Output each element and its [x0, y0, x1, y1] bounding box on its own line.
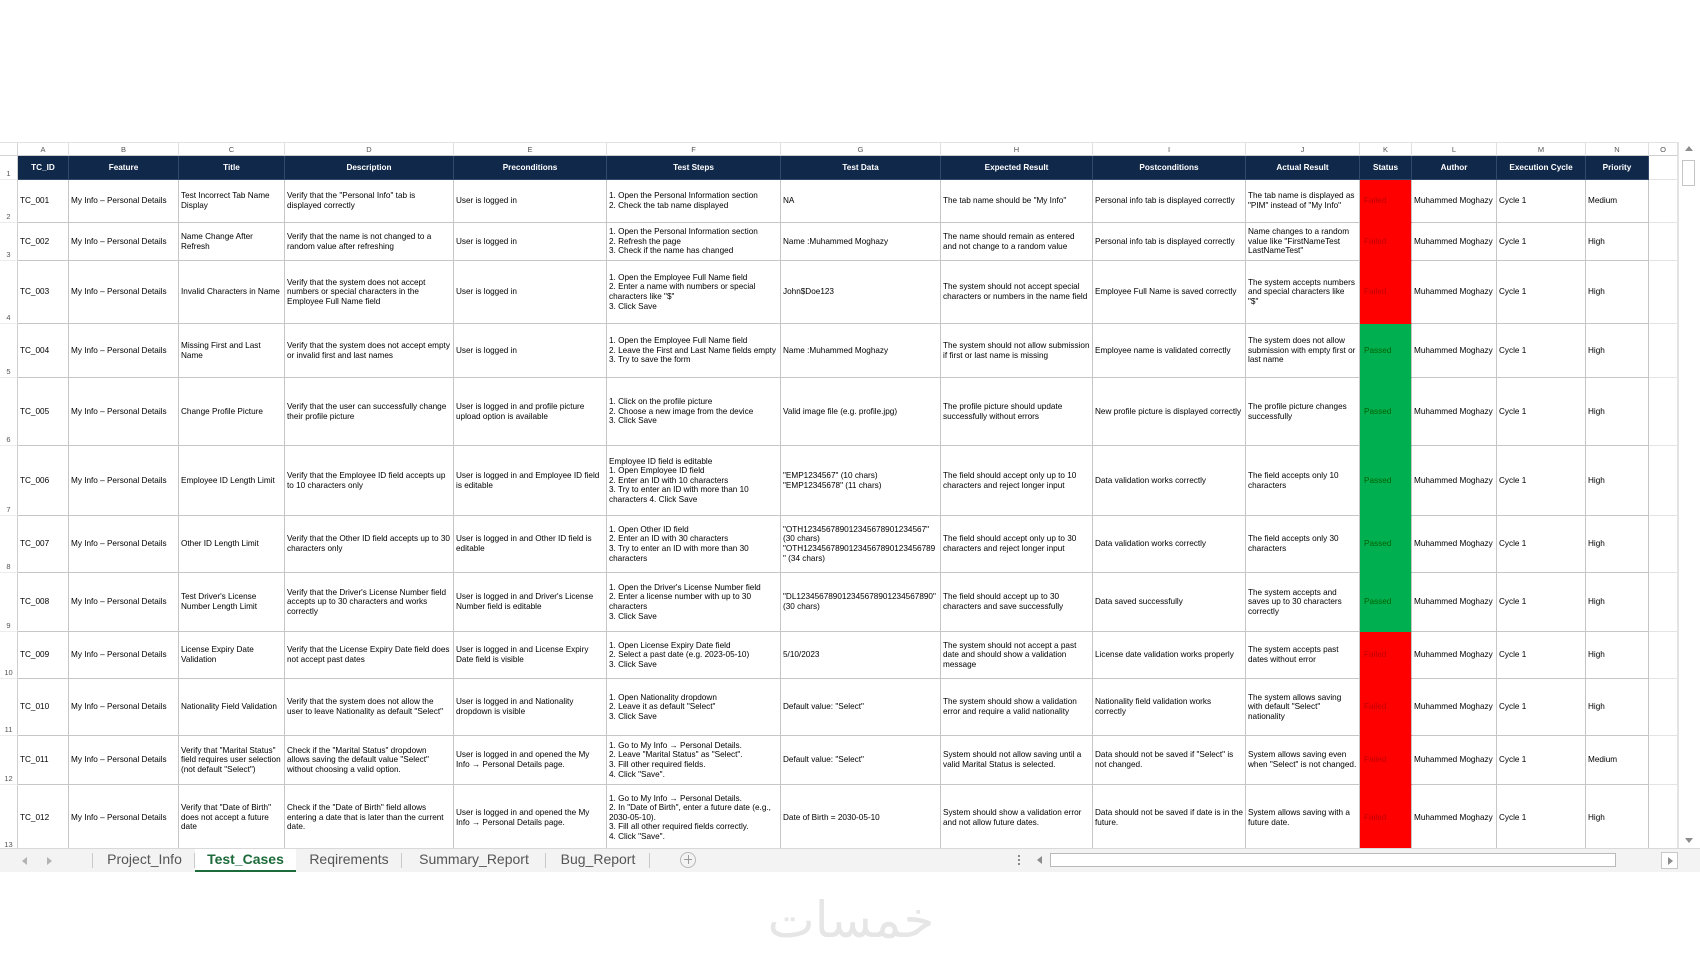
cell-author[interactable]: Muhammed Moghazy — [1412, 446, 1497, 516]
cell-actual-result[interactable]: The field accepts only 10 characters — [1246, 446, 1360, 516]
cell-description[interactable]: Verify that the system does not accept numbers or special characters in the Employee Full Name field — [285, 261, 454, 324]
cell-execution-cycle[interactable]: Cycle 1 — [1497, 324, 1586, 378]
sheet-tab-project-info[interactable]: Project_Info — [94, 849, 195, 872]
empty-cell[interactable] — [1649, 180, 1678, 223]
vertical-scrollbar[interactable] — [1678, 142, 1700, 848]
cell-priority[interactable]: High — [1586, 324, 1649, 378]
sheet-tab-bar — [0, 848, 1700, 872]
empty-cell[interactable] — [1649, 573, 1678, 632]
cell-priority[interactable]: High — [1586, 632, 1649, 679]
cell-test-data[interactable]: Date of Birth = 2030-05-10 — [781, 785, 941, 848]
column-header-m[interactable]: M — [1497, 143, 1586, 156]
select-all-corner[interactable] — [0, 143, 18, 156]
cell-expected-result[interactable]: System should not allow saving until a valid Marital Status is selected. — [941, 736, 1093, 785]
cell-test-data[interactable]: Name :Muhammed Moghazy — [781, 223, 941, 261]
cell-expected-result[interactable]: The name should remain as entered and not change to a random value — [941, 223, 1093, 261]
cell-test-steps[interactable]: Employee ID field is editable 1. Open Employee ID field 2. Enter an ID with 10 characters 3. Try to enter an ID with more than 10 characters 4. Click Save — [607, 446, 781, 516]
empty-cell[interactable] — [1649, 736, 1678, 785]
cell-test-data[interactable]: 5/10/2023 — [781, 632, 941, 679]
cell-actual-result[interactable]: The system accepts numbers and special characters like "$" — [1246, 261, 1360, 324]
cell-actual-result[interactable]: The tab name is displayed as "PIM" instead of "My Info" — [1246, 180, 1360, 223]
cell-tc-id[interactable]: TC_004 — [18, 324, 69, 378]
cell-description[interactable]: Check if the "Date of Birth" field allows entering a date that is later than the current date. — [285, 785, 454, 848]
cell-author[interactable]: Muhammed Moghazy — [1412, 378, 1497, 446]
cell-actual-result[interactable]: System allows saving even when "Select" is not changed. — [1246, 736, 1360, 785]
cell-actual-result[interactable]: Name changes to a random value like "FirstNameTest LastNameTest" — [1246, 223, 1360, 261]
cell-actual-result[interactable]: The field accepts only 30 characters — [1246, 516, 1360, 573]
cell-author[interactable]: Muhammed Moghazy — [1412, 785, 1497, 848]
column-header-g[interactable]: G — [781, 143, 941, 156]
row-number[interactable]: 8 — [0, 516, 18, 573]
cell-test-steps[interactable]: 1. Open Nationality dropdown 2. Leave it as default "Select" 3. Click Save — [607, 679, 781, 736]
cell-actual-result[interactable]: The system allows saving with default "Select" nationality — [1246, 679, 1360, 736]
cell-test-steps[interactable]: 1. Go to My Info → Personal Details. 2. In "Date of Birth", enter a future date (e.g., 2030-05-10). 3. Fill all other required fields correctly. 4. Click "Save". — [607, 785, 781, 848]
cell-postconditions[interactable]: Nationality field validation works correctly — [1093, 679, 1246, 736]
empty-cell[interactable] — [1649, 679, 1678, 736]
sheet-tab-test-cases[interactable]: Test_Cases — [195, 849, 296, 872]
cell-expected-result[interactable]: The tab name should be "My Info" — [941, 180, 1093, 223]
cell-description[interactable]: Verify that the Driver's License Number field accepts up to 30 characters and works correctly — [285, 573, 454, 632]
row-number[interactable]: 5 — [0, 324, 18, 378]
cell-preconditions[interactable]: User is logged in — [454, 180, 607, 223]
cell-execution-cycle[interactable]: Cycle 1 — [1497, 223, 1586, 261]
column-header-k[interactable]: K — [1360, 143, 1412, 156]
cell-priority[interactable]: High — [1586, 261, 1649, 324]
cell-status[interactable]: Failed — [1360, 261, 1412, 324]
column-header-e[interactable]: E — [454, 143, 607, 156]
cell-expected-result[interactable]: The field should accept only up to 10 characters and reject longer input — [941, 446, 1093, 516]
cell-title[interactable]: Change Profile Picture — [179, 378, 285, 446]
cell-feature[interactable]: My Info – Personal Details — [69, 632, 179, 679]
cell-expected-result[interactable]: The system should not allow submission if first or last name is missing — [941, 324, 1093, 378]
cell-actual-result[interactable]: The profile picture changes successfully — [1246, 378, 1360, 446]
header-cell-actual-result[interactable]: Actual Result — [1246, 156, 1360, 180]
cell-author[interactable]: Muhammed Moghazy — [1412, 679, 1497, 736]
cell-feature[interactable]: My Info – Personal Details — [69, 446, 179, 516]
cell-postconditions[interactable]: Employee Full Name is saved correctly — [1093, 261, 1246, 324]
tab-divider — [92, 853, 93, 868]
cell-execution-cycle[interactable]: Cycle 1 — [1497, 446, 1586, 516]
cell-postconditions[interactable]: Employee name is validated correctly — [1093, 324, 1246, 378]
cell-description[interactable]: Verify that the name is not changed to a random value after refreshing — [285, 223, 454, 261]
cell-author[interactable]: Muhammed Moghazy — [1412, 573, 1497, 632]
row-number[interactable]: 4 — [0, 261, 18, 324]
column-header-a[interactable]: A — [18, 143, 69, 156]
cell-tc-id[interactable]: TC_007 — [18, 516, 69, 573]
header-cell-description[interactable]: Description — [285, 156, 454, 180]
row-number[interactable]: 7 — [0, 446, 18, 516]
header-cell-execution-cycle[interactable]: Execution Cycle — [1497, 156, 1586, 180]
cell-tc-id[interactable]: TC_012 — [18, 785, 69, 848]
cell-grid — [0, 143, 1678, 848]
cell-feature[interactable]: My Info – Personal Details — [69, 516, 179, 573]
cell-test-data[interactable]: Valid image file (e.g. profile.jpg) — [781, 378, 941, 446]
cell-actual-result[interactable]: System allows saving with a future date. — [1246, 785, 1360, 848]
cell-preconditions[interactable]: User is logged in and Other ID field is editable — [454, 516, 607, 573]
cell-priority[interactable]: High — [1586, 446, 1649, 516]
cell-test-steps[interactable]: 1. Open the Employee Full Name field 2. Enter a name with numbers or special characters like "$" 3. Click Save — [607, 261, 781, 324]
empty-cell[interactable] — [1649, 378, 1678, 446]
header-cell-postconditions[interactable]: Postconditions — [1093, 156, 1246, 180]
cell-title[interactable]: Verify that "Marital Status" field requires user selection (not default "Select") — [179, 736, 285, 785]
cell-author[interactable]: Muhammed Moghazy — [1412, 180, 1497, 223]
cell-test-data[interactable]: Default value: "Select" — [781, 679, 941, 736]
cell-description[interactable]: Verify that the License Expiry Date field does not accept past dates — [285, 632, 454, 679]
cell-test-steps[interactable]: 1. Open the Employee Full Name field 2. Leave the First and Last Name fields empty 3. Try to save the form — [607, 324, 781, 378]
cell-test-steps[interactable]: 1. Go to My Info → Personal Details. 2. Leave "Marital Status" as "Select". 3. Fill other required fields. 4. Click "Save". — [607, 736, 781, 785]
cell-test-data[interactable]: NA — [781, 180, 941, 223]
cell-postconditions[interactable]: Data saved successfully — [1093, 573, 1246, 632]
cell-postconditions[interactable]: Personal info tab is displayed correctly — [1093, 223, 1246, 261]
cell-execution-cycle[interactable]: Cycle 1 — [1497, 180, 1586, 223]
empty-cell[interactable] — [1649, 261, 1678, 324]
cell-actual-result[interactable]: The system does not allow submission with empty first or last name — [1246, 324, 1360, 378]
cell-expected-result[interactable]: The field should accept only up to 30 characters and reject longer input — [941, 516, 1093, 573]
cell-feature[interactable]: My Info – Personal Details — [69, 180, 179, 223]
cell-feature[interactable]: My Info – Personal Details — [69, 785, 179, 848]
cell-expected-result[interactable]: The system should not accept special characters or numbers in the name field — [941, 261, 1093, 324]
cell-test-data[interactable]: "OTH123456789012345678901234567" (30 chars) "OTH12345678901234567890123456789" (34 chars) — [781, 516, 941, 573]
horizontal-scrollbar[interactable] — [1033, 852, 1678, 869]
cell-tc-id[interactable]: TC_009 — [18, 632, 69, 679]
chevron-left-icon[interactable] — [22, 857, 27, 865]
cell-feature[interactable]: My Info – Personal Details — [69, 261, 179, 324]
cell-test-steps[interactable]: 1. Open the Personal Information section 2. Check the tab name displayed — [607, 180, 781, 223]
cell-test-data[interactable]: "EMP1234567" (10 chars) "EMP12345678" (11 chars) — [781, 446, 941, 516]
cell-expected-result[interactable]: The field should accept up to 30 characters and save successfully — [941, 573, 1093, 632]
cell-postconditions[interactable]: Data validation works correctly — [1093, 516, 1246, 573]
cell-execution-cycle[interactable]: Cycle 1 — [1497, 261, 1586, 324]
cell-postconditions[interactable]: New profile picture is displayed correctly — [1093, 378, 1246, 446]
row-number[interactable]: 11 — [0, 679, 18, 736]
cell-title[interactable]: Missing First and Last Name — [179, 324, 285, 378]
cell-expected-result[interactable]: The system should not accept a past date and should show a validation message — [941, 632, 1093, 679]
cell-preconditions[interactable]: User is logged in — [454, 223, 607, 261]
cell-status[interactable]: Passed — [1360, 378, 1412, 446]
cell-author[interactable]: Muhammed Moghazy — [1412, 261, 1497, 324]
cell-status[interactable]: Passed — [1360, 324, 1412, 378]
cell-feature[interactable]: My Info – Personal Details — [69, 378, 179, 446]
cell-author[interactable]: Muhammed Moghazy — [1412, 516, 1497, 573]
row-number[interactable]: 12 — [0, 736, 18, 785]
column-header-j[interactable]: J — [1246, 143, 1360, 156]
cell-preconditions[interactable]: User is logged in — [454, 324, 607, 378]
cell-tc-id[interactable]: TC_006 — [18, 446, 69, 516]
cell-status[interactable]: Failed — [1360, 632, 1412, 679]
cell-description[interactable]: Verify that the Other ID field accepts up to 30 characters only — [285, 516, 454, 573]
sheet-tab-summary-report[interactable]: Summary_Report — [402, 849, 546, 872]
empty-cell[interactable] — [1649, 632, 1678, 679]
header-cell-title[interactable]: Title — [179, 156, 285, 180]
row-number[interactable]: 9 — [0, 573, 18, 632]
cell-actual-result[interactable]: The system accepts past dates without error — [1246, 632, 1360, 679]
row-number[interactable]: 6 — [0, 378, 18, 446]
cell-expected-result[interactable]: System should show a validation error and not allow future dates. — [941, 785, 1093, 848]
column-header-c[interactable]: C — [179, 143, 285, 156]
column-header-o[interactable]: O — [1649, 143, 1678, 156]
cell-priority[interactable]: High — [1586, 679, 1649, 736]
row-number[interactable]: 3 — [0, 223, 18, 261]
cell-author[interactable]: Muhammed Moghazy — [1412, 223, 1497, 261]
watermark-logo: خمسات — [767, 891, 935, 949]
column-header-b[interactable]: B — [69, 143, 179, 156]
cell-preconditions[interactable]: User is logged in and opened the My Info → Personal Details page. — [454, 736, 607, 785]
cell-priority[interactable]: Medium — [1586, 736, 1649, 785]
cell-title[interactable]: Nationality Field Validation — [179, 679, 285, 736]
cell-status[interactable]: Passed — [1360, 573, 1412, 632]
header-cell-test-data[interactable]: Test Data — [781, 156, 941, 180]
cell-status[interactable]: Failed — [1360, 223, 1412, 261]
cell-execution-cycle[interactable]: Cycle 1 — [1497, 736, 1586, 785]
cell-postconditions[interactable]: Data should not be saved if "Select" is not changed. — [1093, 736, 1246, 785]
cell-description[interactable]: Verify that the system does not allow the user to leave Nationality as default "Select" — [285, 679, 454, 736]
cell-description[interactable]: Verify that the user can successfully change their profile picture — [285, 378, 454, 446]
cell-expected-result[interactable]: The system should show a validation error and require a valid nationality — [941, 679, 1093, 736]
column-header-h[interactable]: H — [941, 143, 1093, 156]
cell-feature[interactable]: My Info – Personal Details — [69, 573, 179, 632]
cell-status[interactable]: Failed — [1360, 679, 1412, 736]
cell-tc-id[interactable]: TC_002 — [18, 223, 69, 261]
cell-title[interactable]: Test Driver's License Number Length Limit — [179, 573, 285, 632]
header-cell-author[interactable]: Author — [1412, 156, 1497, 180]
cell-priority[interactable]: High — [1586, 378, 1649, 446]
cell-postconditions[interactable]: Data validation works correctly — [1093, 446, 1246, 516]
cell-tc-id[interactable]: TC_003 — [18, 261, 69, 324]
empty-cell[interactable] — [1649, 516, 1678, 573]
row-number[interactable]: 13 — [0, 785, 18, 848]
scroll-down-icon[interactable] — [1685, 838, 1693, 843]
cell-status[interactable]: Failed — [1360, 785, 1412, 848]
scroll-right-icon — [1668, 857, 1673, 865]
cell-test-data[interactable]: "DL123456789012345678901234567890" (30 chars) — [781, 573, 941, 632]
cell-tc-id[interactable]: TC_011 — [18, 736, 69, 785]
cell-execution-cycle[interactable]: Cycle 1 — [1497, 632, 1586, 679]
cell-description[interactable]: Verify that the "Personal Info" tab is displayed correctly — [285, 180, 454, 223]
horizontal-scroll-thumb[interactable] — [1050, 853, 1616, 867]
cell-priority[interactable]: High — [1586, 573, 1649, 632]
cell-feature[interactable]: My Info – Personal Details — [69, 736, 179, 785]
cell-preconditions[interactable]: User is logged in and Driver's License Number field is editable — [454, 573, 607, 632]
cell-postconditions[interactable]: Personal info tab is displayed correctly — [1093, 180, 1246, 223]
cell-description[interactable]: Verify that the system does not accept empty or invalid first and last names — [285, 324, 454, 378]
cell-title[interactable]: Other ID Length Limit — [179, 516, 285, 573]
cell-preconditions[interactable]: User is logged in and Employee ID field is editable — [454, 446, 607, 516]
cell-priority[interactable]: High — [1586, 516, 1649, 573]
cell-tc-id[interactable]: TC_008 — [18, 573, 69, 632]
sheet-tab-reqirements[interactable]: Reqirements — [296, 849, 402, 872]
cell-preconditions[interactable]: User is logged in and License Expiry Date field is visible — [454, 632, 607, 679]
cell-preconditions[interactable]: User is logged in and Nationality dropdown is visible — [454, 679, 607, 736]
cell-expected-result[interactable]: The profile picture should update successfully without errors — [941, 378, 1093, 446]
header-cell-tc-id[interactable]: TC_ID — [18, 156, 69, 180]
header-cell-expected-result[interactable]: Expected Result — [941, 156, 1093, 180]
cell-test-steps[interactable]: 1. Open the Personal Information section 2. Refresh the page 3. Check if the name has changed — [607, 223, 781, 261]
chevron-right-icon[interactable] — [47, 857, 52, 865]
header-cell-status[interactable]: Status — [1360, 156, 1412, 180]
cell-test-steps[interactable]: 1. Open License Expiry Date field 2. Select a past date (e.g. 2023-05-10) 3. Click Save — [607, 632, 781, 679]
cell-author[interactable]: Muhammed Moghazy — [1412, 736, 1497, 785]
plus-circle-icon[interactable] — [680, 852, 696, 868]
cell-title[interactable]: Test Incorrect Tab Name Display — [179, 180, 285, 223]
cell-feature[interactable]: My Info – Personal Details — [69, 223, 179, 261]
cell-preconditions[interactable]: User is logged in and profile picture upload option is available — [454, 378, 607, 446]
header-cell-priority[interactable]: Priority — [1586, 156, 1649, 180]
header-cell-feature[interactable]: Feature — [69, 156, 179, 180]
cell-description[interactable]: Check if the "Marital Status" dropdown allows saving the default value "Select" without choosing a valid option. — [285, 736, 454, 785]
scroll-left-icon[interactable] — [1037, 856, 1042, 864]
column-header-n[interactable]: N — [1586, 143, 1649, 156]
cell-tc-id[interactable]: TC_001 — [18, 180, 69, 223]
cell-status[interactable]: Failed — [1360, 736, 1412, 785]
cell-execution-cycle[interactable]: Cycle 1 — [1497, 378, 1586, 446]
vertical-dots-icon[interactable] — [1018, 855, 1020, 857]
cell-test-data[interactable]: Name :Muhammed Moghazy — [781, 324, 941, 378]
cell-author[interactable]: Muhammed Moghazy — [1412, 324, 1497, 378]
cell-execution-cycle[interactable]: Cycle 1 — [1497, 516, 1586, 573]
cell-test-steps[interactable]: 1. Open the Driver's License Number field 2. Enter a license number with up to 30 characters 3. Click Save — [607, 573, 781, 632]
header-cell-test-steps[interactable]: Test Steps — [607, 156, 781, 180]
cell-title[interactable]: Employee ID Length Limit — [179, 446, 285, 516]
row-number[interactable]: 2 — [0, 180, 18, 223]
cell-priority[interactable]: High — [1586, 223, 1649, 261]
empty-cell[interactable] — [1649, 324, 1678, 378]
cell-author[interactable]: Muhammed Moghazy — [1412, 632, 1497, 679]
cell-preconditions[interactable]: User is logged in — [454, 261, 607, 324]
scroll-up-icon[interactable] — [1685, 146, 1693, 151]
scroll-right-button[interactable] — [1661, 852, 1678, 869]
cell-postconditions[interactable]: Data should not be saved if date is in the future. — [1093, 785, 1246, 848]
row-number[interactable]: 1 — [0, 156, 18, 180]
cell-title[interactable]: Invalid Characters in Name — [179, 261, 285, 324]
column-header-f[interactable]: F — [607, 143, 781, 156]
empty-cell[interactable] — [1649, 785, 1678, 848]
row-number[interactable]: 10 — [0, 632, 18, 679]
empty-cell[interactable] — [1649, 156, 1678, 180]
cell-status[interactable]: Failed — [1360, 180, 1412, 223]
cell-priority[interactable]: Medium — [1586, 180, 1649, 223]
cell-test-steps[interactable]: 1. Click on the profile picture 2. Choose a new image from the device 3. Click Save — [607, 378, 781, 446]
header-cell-preconditions[interactable]: Preconditions — [454, 156, 607, 180]
cell-feature[interactable]: My Info – Personal Details — [69, 679, 179, 736]
cell-feature[interactable]: My Info – Personal Details — [69, 324, 179, 378]
cell-postconditions[interactable]: License date validation works properly — [1093, 632, 1246, 679]
column-header-d[interactable]: D — [285, 143, 454, 156]
cell-preconditions[interactable]: User is logged in and opened the My Info → Personal Details page. — [454, 785, 607, 848]
cell-title[interactable]: Name Change After Refresh — [179, 223, 285, 261]
cell-test-data[interactable]: John$Doe123 — [781, 261, 941, 324]
cell-status[interactable]: Passed — [1360, 446, 1412, 516]
cell-tc-id[interactable]: TC_010 — [18, 679, 69, 736]
column-header-l[interactable]: L — [1412, 143, 1497, 156]
cell-actual-result[interactable]: The system accepts and saves up to 30 characters correctly — [1246, 573, 1360, 632]
cell-test-steps[interactable]: 1. Open Other ID field 2. Enter an ID with 30 characters 3. Try to enter an ID with more than 30 characters — [607, 516, 781, 573]
cell-tc-id[interactable]: TC_005 — [18, 378, 69, 446]
cell-status[interactable]: Passed — [1360, 516, 1412, 573]
empty-cell[interactable] — [1649, 223, 1678, 261]
cell-description[interactable]: Verify that the Employee ID field accepts up to 10 characters only — [285, 446, 454, 516]
cell-priority[interactable]: High — [1586, 785, 1649, 848]
cell-execution-cycle[interactable]: Cycle 1 — [1497, 679, 1586, 736]
cell-title[interactable]: Verify that "Date of Birth" does not accept a future date — [179, 785, 285, 848]
cell-execution-cycle[interactable]: Cycle 1 — [1497, 785, 1586, 848]
sheet-tab-bug-report[interactable]: Bug_Report — [546, 849, 650, 872]
cell-title[interactable]: License Expiry Date Validation — [179, 632, 285, 679]
cell-test-data[interactable]: Default value: "Select" — [781, 736, 941, 785]
column-header-i[interactable]: I — [1093, 143, 1246, 156]
vertical-scroll-thumb[interactable] — [1682, 160, 1695, 186]
cell-execution-cycle[interactable]: Cycle 1 — [1497, 573, 1586, 632]
empty-cell[interactable] — [1649, 446, 1678, 516]
worksheet-area — [0, 142, 1678, 848]
